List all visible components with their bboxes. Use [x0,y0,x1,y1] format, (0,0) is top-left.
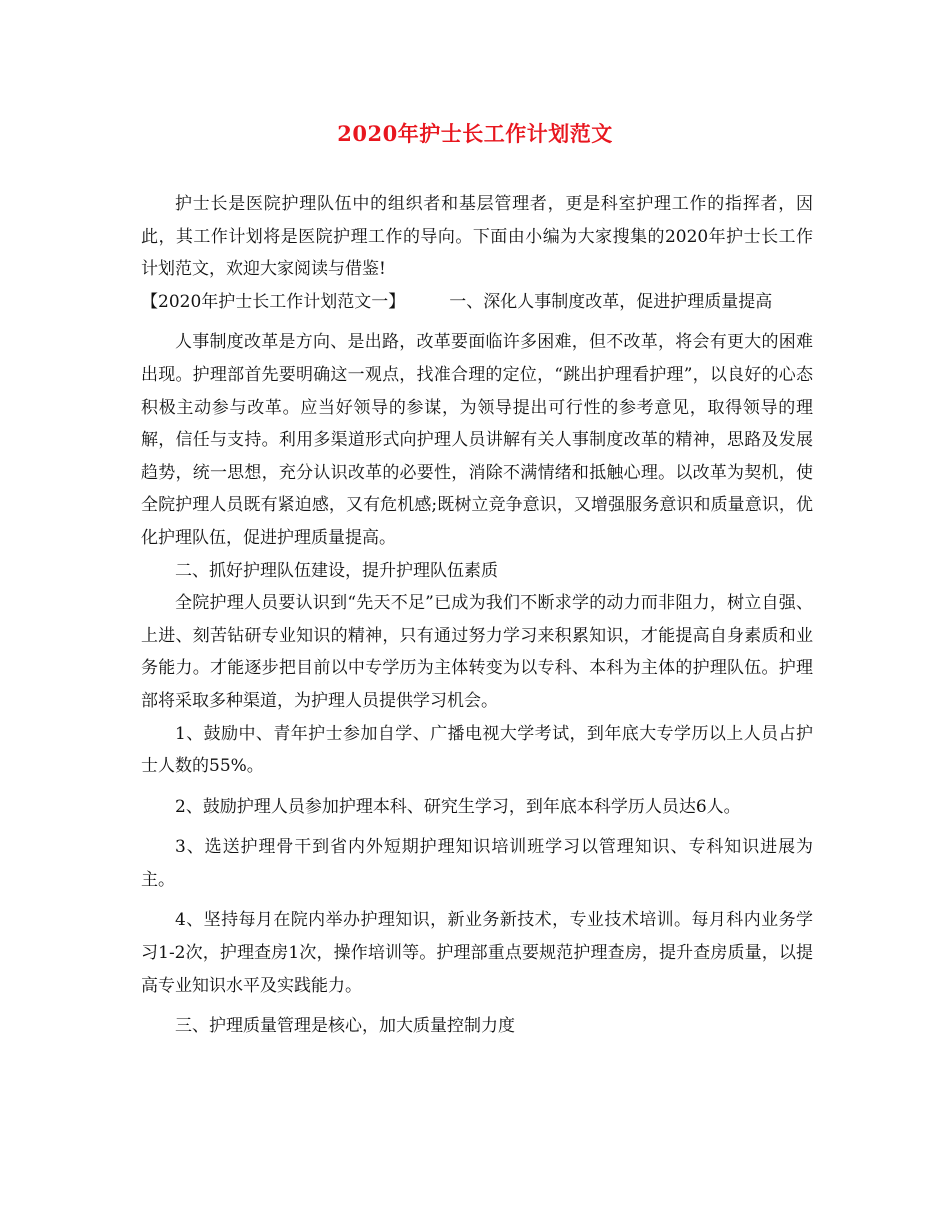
intro-paragraph: 护士长是医院护理队伍中的组织者和基层管理者，更是科室护理工作的指挥者，因此，其工作计划将是医院护理工作的导向。下面由小编为大家搜集的2020年护士长工作计划范文，欢迎大家阅读与借鉴! [141,194,813,280]
list-item-1: 1、鼓励中、青年护士参加自学、广播电视大学考试，到年底大专学历以上人员占护士人数的55%。 [141,723,813,777]
section-header-line [141,286,813,319]
document-body [141,188,813,1043]
list-item-4: 4、坚持每月在院内举办护理知识，新业务新技术，专业技术培训。每月科内业务学习1-2次，护理查房1次，操作培训等。护理部重点要规范护理查房，提升查房质量，以提高专业知识水平及实践能力。 [141,910,813,996]
section-header: 【2020年护士长工作计划范文一】 [141,291,406,312]
list-item-3: 3、选送护理骨干到省内外短期护理知识培训班学习以管理知识、专科知识进展为主。 [141,837,813,890]
heading-two: 二、抓好护理队伍建设，提升护理队伍素质 [175,560,498,581]
list-item-2: 2、鼓励护理人员参加护理本科、研究生学习，到年底本科学历人员达6人。 [175,796,741,817]
paragraph-team: 全院护理人员要认识到“先天不足”已成为我们不断求学的动力而非阻力，树立自强、上进、刻苦钻研专业知识的精神，只有通过努力学习来积累知识，才能提高自身素质和业务能力。才能逐步把目前以中专学历为主体转变为以专科、本科为主体的护理队伍。护理部将采取多种渠道，为护理人员提供学习机会。 [141,593,813,711]
paragraph-reform: 人事制度改革是方向、是出路，改革要面临许多困难，但不改革，将会有更大的困难出现。护理部首先要明确这一观点，找准合理的定位，“跳出护理看护理”，以良好的心态积极主动参与改革。应当好领导的参谋，为领导提出可行性的参考意见，取得领导的理解，信任与支持。利用多渠道形式向护理人员讲解有关人事制度改革的精神，思路及发展趋势，统一思想，充分认识改革的必要性，消除不满情绪和抵触心理。以改革为契机，使全院护理人员既有紧迫感，又有危机感;既树立竞争意识，又增强服务意识和质量意识，优化护理队伍，促进护理质量提高。 [141,332,813,548]
document-title: 2020年护士长工作计划范文 [337,121,613,146]
heading-three: 三、护理质量管理是核心，加大质量控制力度 [175,1016,515,1037]
heading-one: 一、深化人事制度改革，促进护理质量提高 [449,291,773,312]
